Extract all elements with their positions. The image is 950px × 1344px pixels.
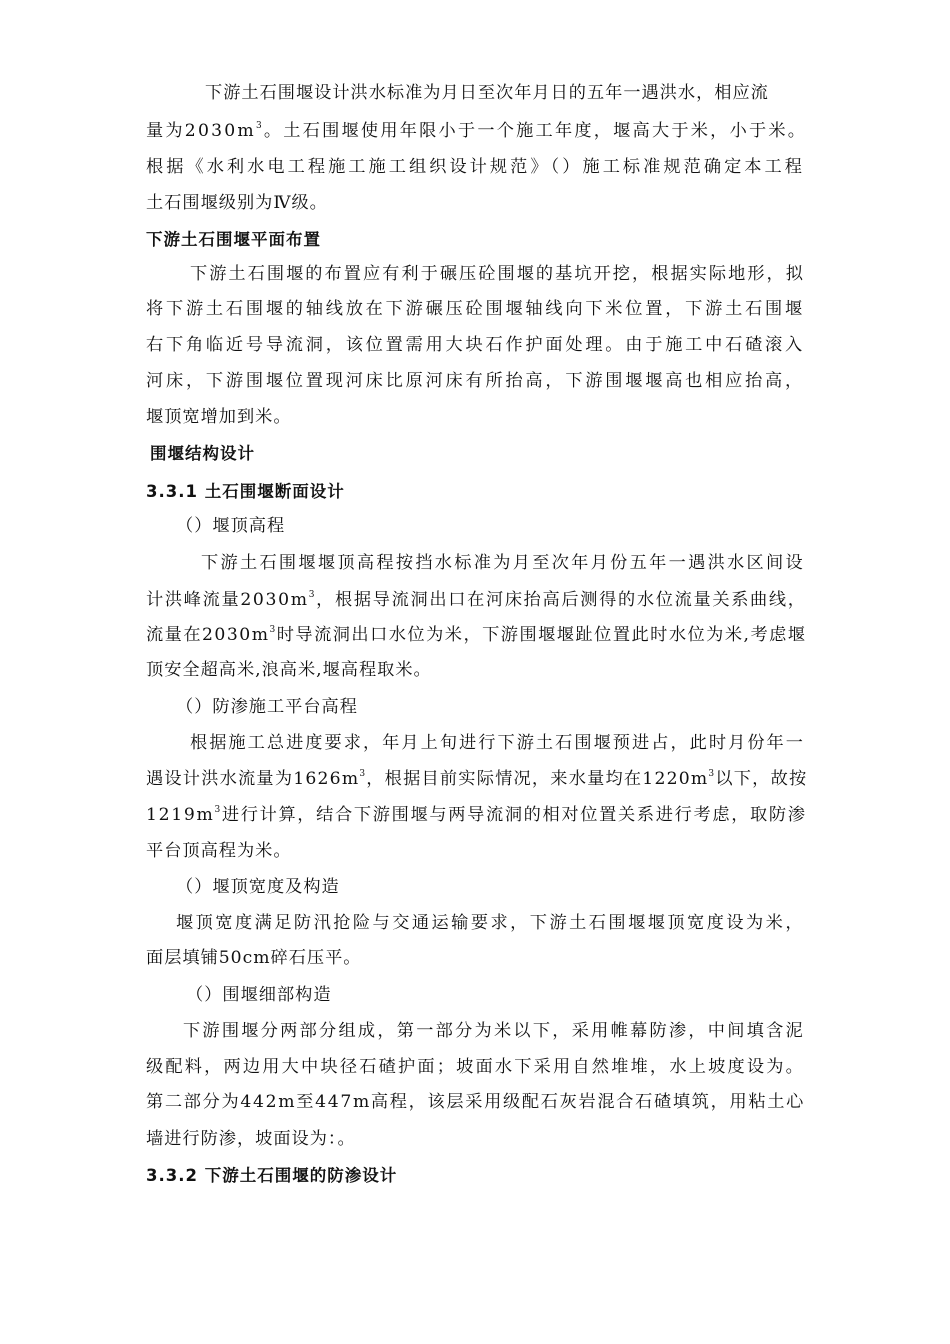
paragraph-line: 流量在$2030m^3$时导流洞出口水位为米，下游围堰堰趾位置此时水位为米,考虑堰 bbox=[146, 625, 807, 645]
paragraph-line: 顶安全超高米,浪高米,堰高程取米。 bbox=[146, 660, 432, 680]
paragraph-line: 计洪峰流量$2030m^3$，根据导流洞出口在河床抬高后测得的水位流量关系曲线， bbox=[146, 590, 807, 610]
paragraph-line: 第二部分为442m至447m高程，该层采用级配石灰岩混合石碴填筑，用粘土心 bbox=[146, 1092, 805, 1112]
paragraph-line: 堰顶宽增加到米。 bbox=[146, 407, 292, 427]
paragraph-line: 遇设计洪水流量为$1626m^3$，根据目前实际情况，来水量均在$1220m^3$以下，故按 bbox=[146, 769, 808, 789]
paragraph-line: （）堰顶高程 bbox=[176, 516, 286, 536]
paragraph-line: 河床，下游围堰位置现河床比原河床有所抬高，下游围堰堰高也相应抬高， bbox=[146, 371, 805, 391]
section-heading: 3.3.1 土石围堰断面设计 bbox=[146, 482, 345, 501]
paragraph-line: 根据施工总进度要求，年月上旬进行下游土石围堰预进占，此时月份年一 bbox=[190, 733, 805, 753]
paragraph-line: 堰顶宽度满足防汛抢险与交通运输要求，下游土石围堰堰顶宽度设为米， bbox=[176, 913, 805, 933]
paragraph-line: 墙进行防渗，坡面设为：。 bbox=[146, 1129, 356, 1149]
paragraph-line: 下游土石围堰堰顶高程按挡水标准为月至次年月份五年一遇洪水区间设 bbox=[201, 553, 805, 573]
paragraph-line: 将下游土石围堰的轴线放在下游碾压砼围堰轴线向下米位置，下游土石围堰 bbox=[146, 299, 805, 319]
paragraph-line: （）堰顶宽度及构造 bbox=[176, 877, 340, 897]
paragraph-line: （）围堰细部构造 bbox=[186, 985, 332, 1005]
paragraph-line: 根据《水利水电工程施工施工组织设计规范》（）施工标准规范确定本工程 bbox=[146, 157, 805, 177]
paragraph-line: （）防渗施工平台高程 bbox=[176, 697, 358, 717]
paragraph-line: 下游土石围堰的布置应有利于碾压砼围堰的基坑开挖，根据实际地形，拟 bbox=[190, 264, 805, 284]
paragraph-line: $1219m^3$进行计算，结合下游围堰与两导流洞的相对位置关系进行考虑，取防渗 bbox=[146, 805, 807, 825]
paragraph-line: 级配料，两边用大中块径石碴护面；坡面水下采用自然堆堆，水上坡度设为。 bbox=[146, 1057, 805, 1077]
paragraph-line: 下游土石围堰设计洪水标准为月日至次年月日的五年一遇洪水，相应流 bbox=[205, 83, 769, 103]
section-heading: 3.3.2 下游土石围堰的防渗设计 bbox=[146, 1166, 398, 1185]
paragraph-line: 平台顶高程为米。 bbox=[146, 841, 292, 861]
paragraph-line: 土石围堰级别为Ⅳ级。 bbox=[146, 193, 328, 213]
paragraph-line: 面层填铺50cm碎石压平。 bbox=[146, 948, 362, 968]
section-heading: 围堰结构设计 bbox=[150, 444, 255, 463]
paragraph-line: 右下角临近号导流洞，该位置需用大块石作护面处理。由于施工中石碴滚入 bbox=[146, 335, 805, 355]
paragraph-line: 量为$2030m^3$。土石围堰使用年限小于一个施工年度，堰高大于米，小于米。 bbox=[146, 121, 808, 141]
paragraph-line: 下游围堰分两部分组成，第一部分为米以下，采用帷幕防渗，中间填含泥 bbox=[183, 1021, 805, 1041]
section-heading: 下游土石围堰平面布置 bbox=[146, 230, 321, 249]
